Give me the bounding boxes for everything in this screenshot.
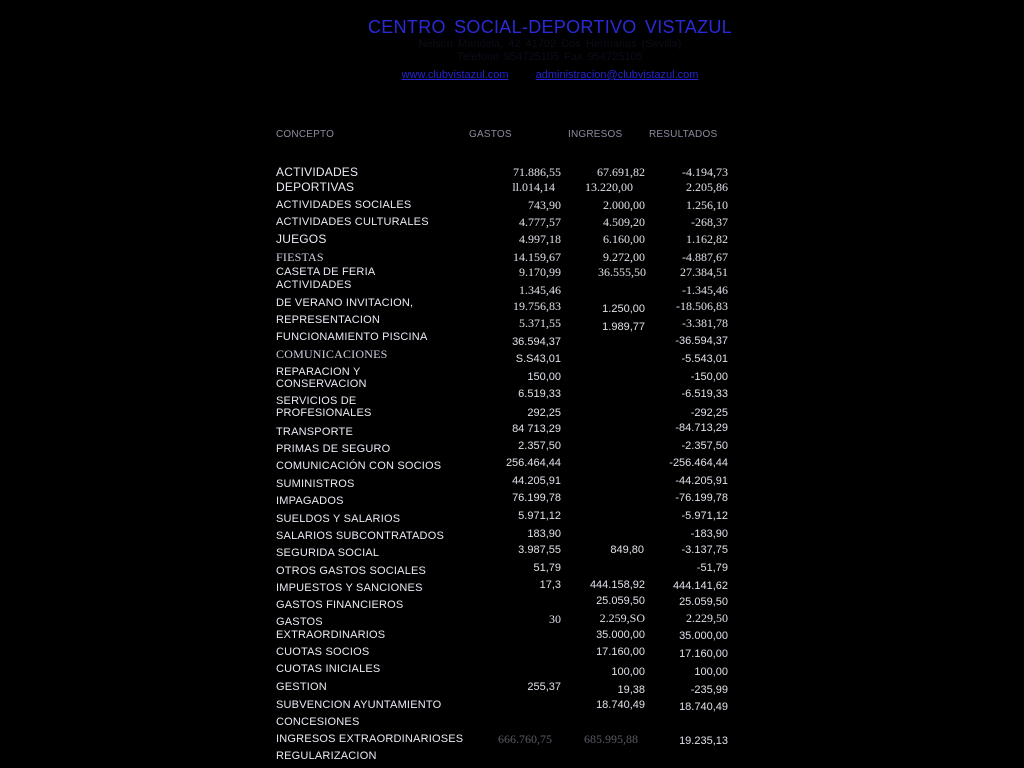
row-ingresos: 36.555,50 <box>598 265 646 279</box>
table-row <box>0 595 1024 617</box>
row-concept: GASTOS FINANCIEROS <box>276 599 404 611</box>
row-gastos: 3.987,55 <box>518 544 561 556</box>
organization-address: Nelson Mandela, 42 41702 Dos Hermanas (Sevilla) <box>418 38 682 50</box>
row-resultados: -5.543,01 <box>681 353 728 365</box>
row-concept: ACTIVIDADES CULTURALES <box>276 216 429 228</box>
row-gastos: 743,90 <box>528 198 561 212</box>
table-row <box>0 750 1024 768</box>
row-resultados: -44.205,91 <box>675 475 728 487</box>
table-row <box>0 544 1024 565</box>
row-concept: SALARIOS SUBCONTRATADOS <box>276 530 444 542</box>
row-resultados: 25.059,50 <box>679 596 728 608</box>
row-resultados: -36.594,37 <box>675 335 728 347</box>
row-gastos: 256.464,44 <box>505 457 561 469</box>
table-row <box>0 562 1024 583</box>
row-concept: CONSERVACION <box>276 378 367 390</box>
table-row <box>0 314 1024 332</box>
row-concept: REGULARIZACION <box>276 750 377 762</box>
row-concept: SEGURIDA SOCIAL <box>276 547 380 559</box>
row-concept: INGRESOS EXTRAORDINARIOSES <box>276 733 464 745</box>
table-row <box>0 699 1024 717</box>
row-ingresos: 9.272,00 <box>603 250 645 264</box>
row-resultados: -4.887,67 <box>682 250 728 264</box>
row-concept: SUELDOS Y SALARIOS <box>276 513 401 525</box>
row-gastos: 150,00 <box>527 371 561 383</box>
row-gastos: 2.357,50 <box>518 440 561 452</box>
row-concept: CUOTAS INICIALES <box>276 663 381 675</box>
row-ingresos: 17.160,00 <box>596 646 645 658</box>
row-concept: COMUNICACIONES <box>276 347 388 361</box>
organization-links <box>0 68 1024 82</box>
row-ingresos: 100,00 <box>611 666 645 678</box>
row-concept: REPARACION Y <box>276 366 361 378</box>
table-row <box>0 681 1024 699</box>
row-concept: DEPORTIVAS <box>276 180 355 194</box>
row-gastos: 666.760,75 <box>498 732 552 746</box>
row-ingresos: 6.160,00 <box>603 232 645 246</box>
row-concept: PRIMAS DE SEGURO <box>276 443 391 455</box>
row-concept: FIESTAS <box>276 250 324 264</box>
row-concept: CONCESIONES <box>276 716 360 728</box>
row-gastos: 36.594,37 <box>512 336 561 348</box>
row-resultados: -150,00 <box>690 371 728 383</box>
table-row <box>0 629 1024 647</box>
row-resultados: -84.713,29 <box>675 422 728 434</box>
row-concept: PROFESIONALES <box>276 407 372 419</box>
row-concept: SERVICIOS DE <box>276 395 357 407</box>
row-concept: OTROS GASTOS SOCIALES <box>276 565 427 577</box>
table-row <box>0 422 1024 444</box>
document-header <box>0 16 1024 82</box>
row-resultados: 1.256,10 <box>686 198 728 212</box>
column-header-ingresos: INGRESOS <box>568 129 623 140</box>
row-gastos: 9.170,99 <box>519 265 561 279</box>
row-resultados: -235,99 <box>690 684 728 696</box>
table-row <box>0 663 1024 681</box>
row-gastos: 292,25 <box>527 407 561 419</box>
row-concept: TRANSPORTE <box>276 426 353 438</box>
row-concept: EXTRAORDINARIOS <box>276 629 386 641</box>
row-ingresos: 13.220,00 <box>585 180 633 194</box>
row-concept: ACTIVIDADES <box>276 165 359 179</box>
organization-title: CENTRO SOCIAL-DEPORTIVO VISTAZUL <box>368 17 732 37</box>
row-gastos: 84 713,29 <box>512 423 561 435</box>
row-resultados: -5.971,12 <box>681 510 728 522</box>
email-link[interactable]: administracion@clubvistazul.com <box>535 69 699 81</box>
row-gastos: 51,79 <box>533 562 561 574</box>
row-concept: CUOTAS SOCIOS <box>276 646 370 658</box>
row-resultados: 19.235,13 <box>679 735 728 747</box>
row-resultados: -6.519,33 <box>681 388 728 400</box>
row-concept: SUMINISTROS <box>276 478 355 490</box>
row-gastos: 6.519,33 <box>518 388 561 400</box>
row-resultados: 2.229,50 <box>686 611 728 625</box>
row-concept: IMPAGADOS <box>276 495 344 507</box>
row-ingresos: 2.259,SO <box>599 611 645 625</box>
organization-phone: Teléfono 954725105 Fax 954725105 <box>457 51 643 63</box>
row-resultados: -3.381,78 <box>682 316 728 330</box>
table-row <box>0 510 1024 531</box>
row-ingresos: 2.000,00 <box>603 198 645 212</box>
row-gastos: 255,37 <box>527 681 561 693</box>
table-row <box>0 331 1024 349</box>
row-concept: ACTIVIDADES <box>276 279 352 291</box>
row-resultados: -51,79 <box>696 562 728 574</box>
row-concept: GESTION <box>276 681 327 693</box>
row-concept: CASETA DE FERIA <box>276 266 376 278</box>
row-gastos: ll.014,14 <box>512 180 555 194</box>
row-gastos: 14.159,67 <box>513 250 561 264</box>
row-gastos: 5.371,55 <box>519 316 561 330</box>
table-row <box>0 297 1024 315</box>
row-resultados: 1.162,82 <box>686 232 728 246</box>
row-ingresos: 1.989,77 <box>602 321 645 333</box>
row-resultados: 18.740,49 <box>679 701 728 713</box>
row-gastos: 44.205,91 <box>512 475 561 487</box>
row-resultados: -256.464,44 <box>669 457 728 469</box>
table-row <box>0 279 1024 297</box>
table-row <box>0 216 1024 234</box>
row-ingresos: 849,80 <box>610 544 644 556</box>
website-link[interactable]: www.clubvistazul.com <box>401 69 509 81</box>
row-gastos: 4.777,57 <box>519 215 561 229</box>
row-concept: SUBVENCION AYUNTAMIENTO <box>276 699 442 711</box>
row-ingresos: 18.740,49 <box>596 699 645 711</box>
row-gastos: 71.886,55 <box>513 165 561 179</box>
row-gastos: S.S43,01 <box>515 353 561 365</box>
row-concept: GASTOS <box>276 616 323 628</box>
row-ingresos: 4.509,20 <box>603 215 645 229</box>
row-gastos: 76.199,78 <box>512 492 561 504</box>
column-header-resultados: RESULTADOS <box>649 129 718 140</box>
row-concept: REPRESENTACION <box>276 314 381 326</box>
table-row <box>0 579 1024 600</box>
row-ingresos: 444.158,92 <box>589 579 645 591</box>
row-ingresos: 67.691,82 <box>597 165 645 179</box>
row-gastos: 183,90 <box>527 528 561 540</box>
row-concept: DE VERANO INVITACION, <box>276 297 414 309</box>
table-row <box>0 733 1024 751</box>
row-resultados: -76.199,78 <box>675 492 728 504</box>
row-concept: IMPUESTOS Y SANCIONES <box>276 582 423 594</box>
table-row <box>0 348 1024 366</box>
row-gastos: 5.971,12 <box>518 510 561 522</box>
row-gastos: 17,3 <box>539 579 561 591</box>
row-gastos: 4.997,18 <box>519 232 561 246</box>
table-row <box>0 181 1024 199</box>
row-concept: JUEGOS <box>276 232 327 246</box>
row-resultados: 2.205,86 <box>686 180 728 194</box>
row-gastos: 30 <box>549 612 561 626</box>
row-resultados: -268,37 <box>691 215 728 229</box>
row-resultados: -292,25 <box>690 407 728 419</box>
row-concept: FUNCIONAMIENTO PISCINA <box>276 331 428 343</box>
row-resultados: 35.000,00 <box>679 630 728 642</box>
row-resultados: -1.345,46 <box>682 283 728 297</box>
row-resultados: -18.506,83 <box>676 299 728 313</box>
column-header-gastos: GASTOS <box>469 129 512 140</box>
row-resultados: -183,90 <box>690 528 728 540</box>
row-ingresos: 35.000,00 <box>596 629 645 641</box>
row-resultados: 100,00 <box>694 666 728 678</box>
row-resultados: -3.137,75 <box>681 544 728 556</box>
row-ingresos: 25.059,50 <box>596 595 645 607</box>
row-resultados: 444.141,62 <box>672 580 728 592</box>
table-row <box>0 646 1024 664</box>
row-concept: ACTIVIDADES SOCIALES <box>276 199 412 211</box>
row-gastos: 1.345,46 <box>519 283 561 297</box>
row-ingresos: 1.250,00 <box>602 303 645 315</box>
row-resultados: 27.384,51 <box>680 265 728 279</box>
row-resultados: -2.357,50 <box>681 440 728 452</box>
table-row <box>0 199 1024 217</box>
table-row <box>0 233 1024 251</box>
row-resultados: 17.160,00 <box>679 648 728 660</box>
row-concept: COMUNICACIÓN CON SOCIOS <box>276 460 442 472</box>
column-header-concept: CONCEPTO <box>276 129 335 140</box>
table-row <box>0 530 1024 548</box>
row-ingresos: 685.995,88 <box>584 732 638 746</box>
table-row <box>0 492 1024 513</box>
row-resultados: -4.194,73 <box>682 165 728 179</box>
row-gastos: 19.756,83 <box>513 299 561 313</box>
row-ingresos: 19,38 <box>617 684 645 696</box>
